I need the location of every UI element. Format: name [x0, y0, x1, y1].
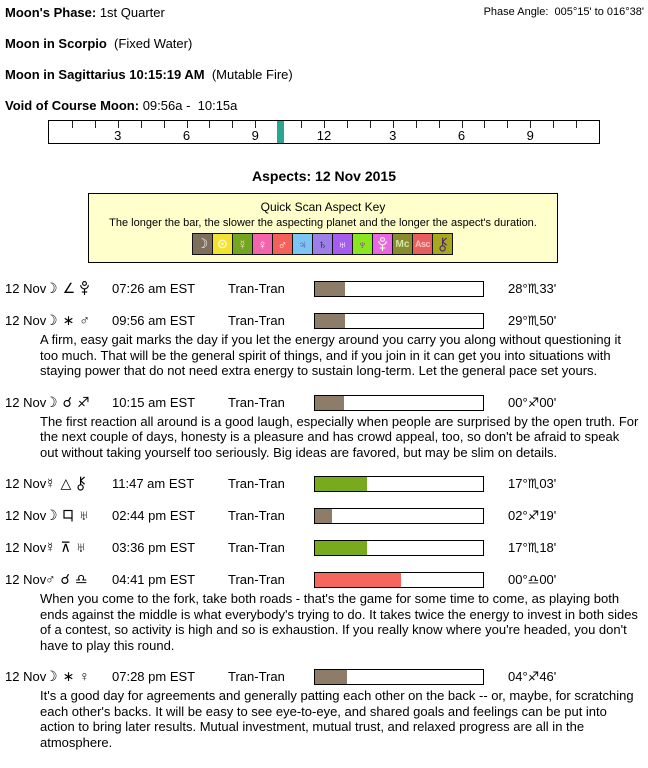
duration-bar [314, 508, 484, 524]
aspect-type: Tran-Tran [228, 281, 285, 296]
semisquare-icon: ∠ [62, 280, 76, 296]
aspect-entry [0, 539, 648, 556]
hour-label: 9 [251, 128, 259, 143]
trine-icon: △ [60, 475, 72, 491]
hour-tick [324, 121, 325, 128]
aspect-time: 07:26 am EST [112, 281, 196, 296]
aspect-description: It's a good day for agreements and generally patting each other on the back -- or, maybe, for scratching each other's backs. It will be easy to see eye-to-eye, and shared goals and feelings can be put into action to bring later results. Mutual investment, mutual trust, and relaxed progress are all in the atmosphere. [40, 688, 634, 750]
aspect-entry [0, 394, 648, 461]
duration-bar-fill [315, 509, 332, 523]
duration-bar-fill [315, 314, 345, 328]
hour-tick [232, 121, 233, 128]
duration-bar-fill [315, 670, 347, 684]
aspect-glyphs [45, 312, 90, 329]
hour-tick [118, 121, 119, 128]
uranus-icon: ♅ [75, 539, 87, 555]
moon-ingress-rest: (Mutable Fire) [204, 67, 293, 82]
aspect-row [0, 571, 648, 588]
moons-phase-value: 1st Quarter [96, 5, 165, 20]
hour-tick [370, 121, 371, 128]
aspect-row [0, 312, 648, 329]
aspect-glyphs [45, 475, 86, 492]
sesquiquadrate-icon [63, 509, 74, 522]
aspect-entry [0, 280, 648, 297]
hour-label: 3 [114, 128, 122, 143]
hour-tick [301, 121, 302, 128]
conjunction-icon: ☌ [62, 393, 72, 410]
hour-tick [507, 121, 508, 128]
hour-tick [416, 121, 417, 128]
voc-label: Void of Course Moon: [5, 98, 140, 113]
sagittarius-icon: ♐ [76, 393, 90, 410]
moon-sign-line [0, 36, 648, 51]
moon-icon: ☽ [45, 312, 58, 328]
moon-ingress-bold: Moon in Sagittarius 10:15:19 AM [5, 67, 205, 82]
aspect-time: 10:15 am EST [112, 394, 196, 410]
conjunction-icon: ☌ [60, 571, 70, 587]
hour-tick [439, 121, 440, 128]
hour-tick [187, 121, 188, 128]
aspect-date: 12 Nov [5, 476, 47, 491]
planet-key-jupiter: ♃ [292, 233, 313, 255]
hour-tick [393, 121, 394, 128]
duration-bar [314, 476, 484, 492]
aspect-degree: 00°♐00' [508, 394, 557, 410]
aspect-type: Tran-Tran [228, 572, 285, 587]
planet-key-asc: Asc [412, 233, 433, 255]
aspect-time: 09:56 am EST [112, 313, 196, 328]
planet-key-neptune: ♆ [352, 233, 373, 255]
duration-bar [314, 281, 484, 297]
aspect-time: 03:36 pm EST [112, 540, 196, 555]
aspect-degree: 17°♏18' [508, 540, 557, 555]
aspect-entry [0, 668, 648, 750]
planet-key-pluto [372, 233, 393, 255]
planet-key-moon: ☽ [192, 233, 213, 255]
aspect-time: 07:28 pm EST [112, 669, 196, 684]
aspect-description: When you come to the fork, take both roads - that's the game for some time to come, as playing both ends against the middle is what everybody's trying to do. It takes twice the energy to invest in both sides of a contest, so activity is high and so is exhaustion. If you really know where you're headed, you don't have to play this round. [40, 591, 638, 653]
pluto-icon [80, 281, 89, 296]
aspect-type: Tran-Tran [228, 476, 285, 491]
aspect-date: 12 Nov [5, 508, 47, 523]
aspect-glyphs [45, 280, 89, 297]
moons-phase-label: Moon's Phase: [5, 5, 97, 20]
chiron-icon [76, 476, 86, 491]
aspect-degree: 04°♐46' [508, 669, 557, 684]
hour-label: 6 [182, 128, 191, 143]
planet-key-venus: ♀ [252, 233, 273, 255]
aspect-entry [0, 312, 648, 379]
hour-tick [576, 121, 577, 128]
hour-label: 3 [389, 128, 397, 143]
key-subtitle: The longer the bar, the slower the aspecting planet and the longer the aspect's duration. [109, 217, 537, 229]
hour-tick [72, 121, 73, 128]
phase-angle: Phase Angle: 005°15' to 016°38' [483, 6, 644, 18]
mars-icon: ♂ [79, 312, 90, 328]
hour-tick [530, 121, 531, 128]
aspect-row [0, 539, 648, 556]
moon-ingress-line [0, 67, 648, 82]
mercury-icon: ☿ [45, 539, 56, 555]
aspect-degree: 17°♏03' [508, 476, 557, 491]
hour-tick [462, 121, 463, 128]
hour-label: 9 [526, 128, 534, 143]
aspect-time: 04:41 pm EST [112, 572, 196, 587]
hour-tick [95, 121, 96, 128]
aspect-degree: 29°♏50' [508, 313, 557, 328]
hour-label: 12 [316, 128, 332, 143]
duration-bar-fill [315, 282, 345, 296]
duration-bar-fill [315, 541, 367, 555]
moon-icon: ☽ [45, 668, 58, 684]
mars-icon: ♂ [45, 571, 56, 587]
void-period-marker [277, 121, 284, 143]
mercury-icon: ☿ [45, 475, 56, 491]
moons-phase-line [0, 0, 648, 20]
aspect-list [0, 280, 648, 750]
moon-icon: ☽ [45, 280, 58, 296]
aspect-date: 12 Nov [5, 313, 47, 328]
moon-icon: ☽ [45, 507, 58, 523]
quick-scan-aspect-key [88, 193, 558, 263]
aspect-row [0, 668, 648, 685]
aspect-time: 02:44 pm EST [112, 508, 196, 523]
aspect-row [0, 394, 648, 411]
aspects-title: Aspects: 12 Nov 2015 [252, 168, 396, 184]
aspect-degree: 00°♎00' [508, 572, 557, 587]
aspect-type: Tran-Tran [228, 313, 285, 328]
aspect-row [0, 507, 648, 524]
aspect-type: Tran-Tran [228, 540, 285, 555]
sextile-icon: ∗ [62, 668, 75, 684]
hour-tick [141, 121, 142, 128]
aspect-date: 12 Nov [5, 540, 47, 555]
aspect-date: 12 Nov [5, 669, 47, 684]
aspect-glyphs [45, 394, 90, 411]
key-title: Quick Scan Aspect Key [260, 200, 386, 214]
hour-tick [255, 121, 256, 128]
aspect-degree: 02°♐19' [508, 508, 557, 523]
hour-tick [484, 121, 485, 128]
venus-icon: ♀ [79, 668, 90, 684]
aspect-glyphs [45, 668, 90, 685]
planet-key-mc: Mc [392, 233, 413, 255]
moon-icon: ☽ [45, 393, 58, 410]
aspect-glyphs [45, 507, 89, 524]
aspect-glyphs [45, 539, 86, 556]
duration-bar-fill [315, 573, 401, 587]
hour-tick [553, 121, 554, 128]
planet-key-chiron [432, 233, 453, 255]
aspect-entry [0, 571, 648, 653]
planet-key-row [89, 233, 557, 255]
planet-key-uranus: ♅ [332, 233, 353, 255]
duration-bar [314, 540, 484, 556]
aspect-degree: 28°♏33' [508, 281, 557, 296]
duration-bar [314, 313, 484, 329]
moon-sign-bold: Moon in Scorpio [5, 36, 107, 51]
planet-key-mars: ♂ [272, 233, 293, 255]
duration-bar [314, 395, 484, 411]
quincunx-icon: ⊼ [60, 539, 71, 555]
aspect-type: Tran-Tran [228, 394, 285, 410]
sextile-icon: ∗ [62, 312, 75, 328]
planet-key-mercury: ☿ [232, 233, 253, 255]
moons-phase [5, 5, 165, 20]
aspect-description: A firm, easy gait marks the day if you let the energy around you carry you along without questioning it too much. That will be the general spirit of things, and if you join in it can get you into situations with staying power that do not need extra energy to sustain long-term. Let the general pace set yours. [40, 332, 621, 378]
moon-sign-rest: (Fixed Water) [106, 36, 193, 51]
uranus-icon: ♅ [78, 507, 90, 523]
aspect-type: Tran-Tran [228, 508, 285, 523]
duration-bar-fill [315, 477, 367, 491]
aspect-time: 11:47 am EST [112, 476, 195, 491]
aspect-date: 12 Nov [5, 394, 47, 410]
void-of-course-timeline [48, 120, 600, 144]
planet-key-sun: ⊙ [212, 233, 233, 255]
hour-tick [164, 121, 165, 128]
planet-key-saturn: ♄ [312, 233, 333, 255]
aspect-type: Tran-Tran [228, 669, 285, 684]
aspect-entry [0, 475, 648, 492]
aspect-entry [0, 507, 648, 524]
duration-bar [314, 572, 484, 588]
aspect-date: 12 Nov [5, 281, 47, 296]
hour-tick [209, 121, 210, 128]
duration-bar [314, 669, 484, 685]
duration-bar-fill [315, 396, 344, 410]
aspect-row [0, 475, 648, 492]
aspect-description: The first reaction all around is a good laugh, especially when people are surprised by the open truth. For the next couple of days, honesty is a pleasure and has crowd appeal, too, so don't be afraid to speak out without taking yourself too seriously. Big ideas are favored, but may be slim on details. [40, 413, 639, 460]
voc-value: 09:56a - 10:15a [139, 98, 238, 113]
void-of-course-line [0, 98, 648, 113]
aspect-date: 12 Nov [5, 572, 47, 587]
hour-label: 6 [457, 128, 466, 143]
hour-tick [347, 121, 348, 128]
aspect-glyphs [45, 571, 87, 588]
libra-icon: ♎ [74, 571, 88, 587]
aspect-row [0, 280, 648, 297]
